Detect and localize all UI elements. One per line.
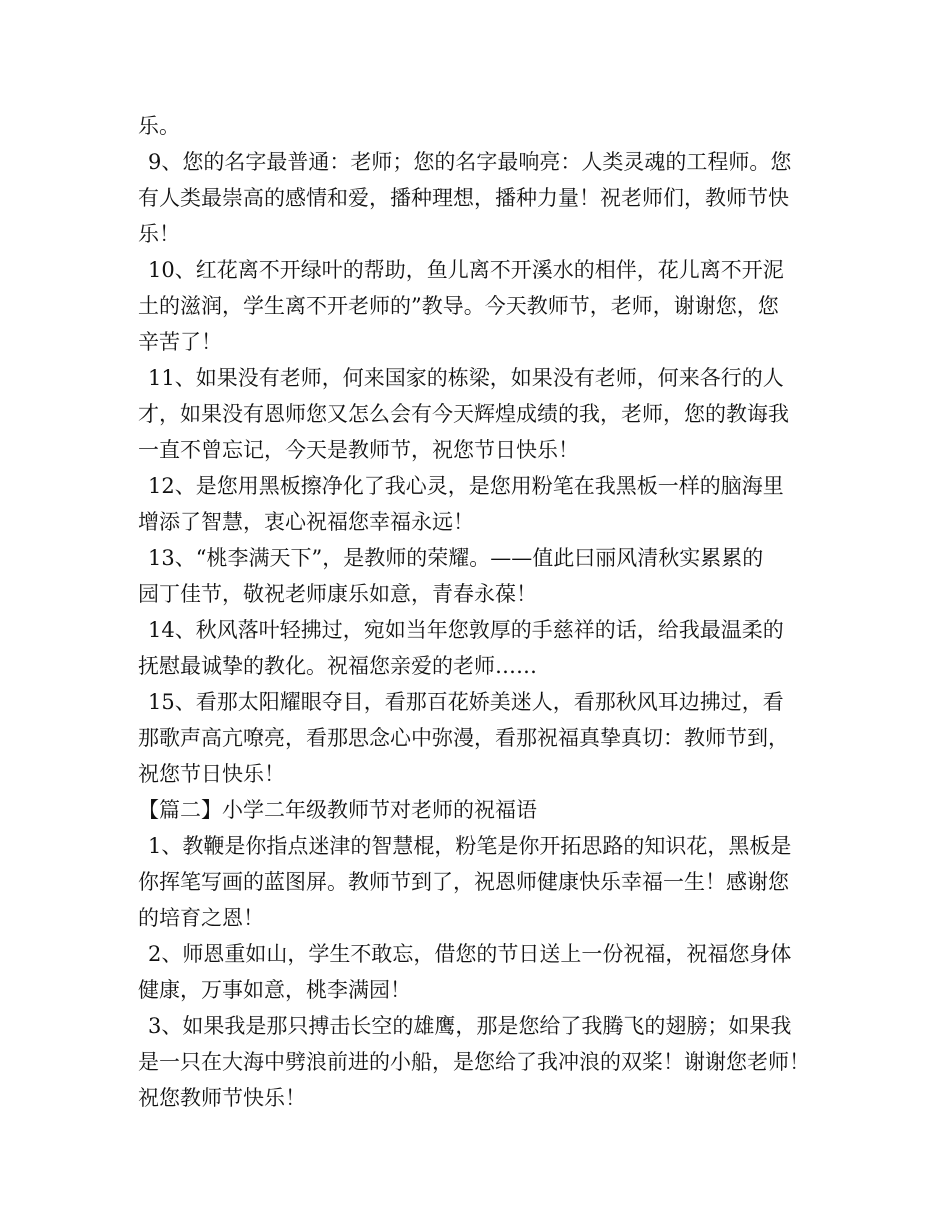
text-line: 3、如果我是那只搏击长空的雄鹰，那是您给了我腾飞的翅膀；如果我 [148, 1014, 792, 1038]
text-line: 是一只在大海中劈浪前进的小船，是您给了我冲浪的双桨！谢谢您老师！ [138, 1050, 810, 1074]
text-line: 乐！ [138, 222, 180, 246]
text-line: 抚慰最诚挚的教化。祝福您亲爱的老师…… [138, 654, 537, 678]
text-line: 2、师恩重如山，学生不敢忘，借您的节日送上一份祝福，祝福您身体 [148, 942, 792, 966]
text-line: 健康，万事如意，桃李满园！ [138, 978, 411, 1002]
text-line: 乐。 [138, 114, 180, 138]
paragraph [138, 360, 828, 468]
text-line: 【篇二】小学二年级教师节对老师的祝福语 [138, 798, 537, 822]
text-line: 有人类最崇高的感情和爱，播种理想，播种力量！祝老师们，教师节快 [138, 186, 789, 210]
text-line: 才，如果没有恩师您又怎么会有今天辉煌成绩的我，老师，您的教诲我 [138, 402, 789, 426]
paragraph [138, 108, 828, 144]
text-line: 你挥笔写画的蓝图屏。教师节到了，祝恩师健康快乐幸福一生！感谢您 [138, 870, 789, 894]
text-line: 12、是您用黑板擦净化了我心灵，是您用粉笔在我黑板一样的脑海里 [148, 474, 784, 498]
text-line: 园丁佳节，敬祝老师康乐如意，青春永葆！ [138, 582, 537, 606]
document-page [138, 108, 828, 1116]
text-line: 10、红花离不开绿叶的帮助，鱼儿离不开溪水的相伴，花儿离不开泥 [148, 258, 784, 282]
text-line: 那歌声高亢嘹亮，看那思念心中弥漫，看那祝福真挚真切：教师节到， [138, 726, 789, 750]
section-heading [138, 792, 828, 828]
text-line: 辛苦了！ [138, 330, 222, 354]
paragraph [138, 144, 828, 252]
text-line: 祝您教师节快乐！ [138, 1086, 306, 1110]
paragraph [138, 684, 828, 792]
text-line: 13、“桃李满天下”，是教师的荣耀。——值此曰丽风清秋实累累的 [148, 546, 764, 570]
text-line: 土的滋润，学生离不开老师的”教导。今天教师节，老师，谢谢您，您 [138, 294, 779, 318]
text-line: 祝您节日快乐！ [138, 762, 285, 786]
paragraph [138, 612, 828, 684]
text-line: 1、教鞭是你指点迷津的智慧棍，粉笔是你开拓思路的知识花，黑板是 [148, 834, 792, 858]
paragraph [138, 540, 828, 612]
paragraph [138, 252, 828, 360]
text-line: 14、秋风落叶轻拂过，宛如当年您敦厚的手慈祥的话，给我最温柔的 [148, 618, 784, 642]
text-line: 11、如果没有老师，何来国家的栋梁，如果没有老师，何来各行的人 [148, 366, 784, 390]
text-line: 15、看那太阳耀眼夺目，看那百花娇美迷人，看那秋风耳边拂过，看 [148, 690, 784, 714]
paragraph [138, 936, 828, 1008]
text-line: 的培育之恩！ [138, 906, 264, 930]
text-line: 9、您的名字最普通：老师；您的名字最响亮：人类灵魂的工程师。您 [148, 150, 792, 174]
paragraph [138, 828, 828, 936]
text-line: 一直不曾忘记，今天是教师节，祝您节日快乐！ [138, 438, 579, 462]
paragraph [138, 468, 828, 540]
paragraph [138, 1008, 828, 1116]
text-line: 增添了智慧，衷心祝福您幸福永远！ [138, 510, 474, 534]
